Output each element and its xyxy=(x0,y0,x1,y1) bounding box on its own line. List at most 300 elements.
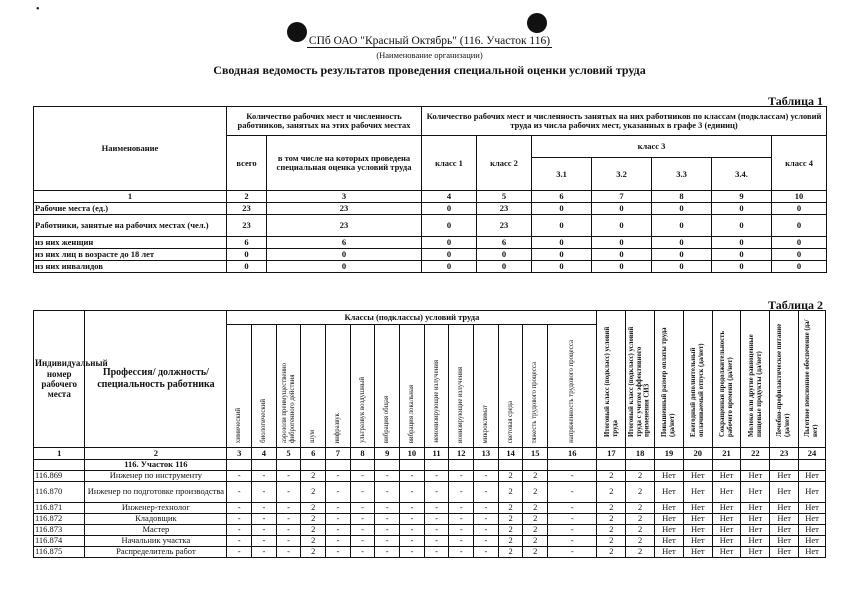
t2-cell: - xyxy=(252,535,277,546)
t1-row-name: из них лиц в возрасте до 18 лет xyxy=(34,249,227,261)
t2-cell: - xyxy=(400,513,425,524)
t1-header-3-2: 3.2 xyxy=(592,158,652,191)
t2-cell: 2 xyxy=(626,481,655,502)
table-row xyxy=(34,513,826,524)
t2-cell: 2 xyxy=(597,470,626,481)
t2-header-factor xyxy=(326,325,351,448)
t2-header-factor-label: инфразвук xyxy=(333,412,341,443)
t2-empty-cell xyxy=(449,459,474,470)
t2-header-extra-label: Повышенный размер оплаты труда (да/нет) xyxy=(661,327,676,437)
t2-cell: Нет xyxy=(741,502,770,513)
t1-header-class4: класс 4 xyxy=(772,136,827,191)
t2-cell: - xyxy=(449,502,474,513)
t2-cell: Нет xyxy=(683,481,712,502)
t2-header-extra-label: Молоко или другие равноценные пищевые продукты (да/нет) xyxy=(747,334,763,437)
t1-cell: 0 xyxy=(532,237,592,249)
t1-cell: 0 xyxy=(267,249,422,261)
t2-cell: Нет xyxy=(770,535,799,546)
t1-cell: 0 xyxy=(477,261,532,273)
t1-cell: 23 xyxy=(267,203,422,215)
organization-name: СПб ОАО "Красный Октябрь" (116. Участок 116) xyxy=(308,35,551,47)
punch-hole-right xyxy=(527,13,547,33)
t1-header-class3: класс 3 xyxy=(532,136,772,158)
t1-cell: 0 xyxy=(422,215,477,237)
t2-cell: Нет xyxy=(770,481,799,502)
t2-cell: 2 xyxy=(301,470,326,481)
t2-cell: Нет xyxy=(741,524,770,535)
t2-empty-cell xyxy=(301,459,326,470)
t2-cell: - xyxy=(424,470,449,481)
summary-table xyxy=(33,106,827,273)
t2-col-number: 16 xyxy=(548,447,597,459)
t2-header-factor-label: световая среда xyxy=(506,400,514,443)
t2-cell: - xyxy=(350,502,375,513)
t2-workplace-id: 116.872 xyxy=(34,513,85,524)
t2-cell: Нет xyxy=(770,502,799,513)
t1-row-name: из них инвалидов xyxy=(34,261,227,273)
t2-cell: - xyxy=(548,535,597,546)
t2-col-number: 4 xyxy=(252,447,277,459)
t2-header-extra-label: Итоговый класс (подкласс) условий труда xyxy=(603,326,619,437)
t1-col-number: 3 xyxy=(267,191,422,203)
t2-empty-cell xyxy=(548,459,597,470)
t1-cell: 0 xyxy=(532,261,592,273)
t2-col-number: 2 xyxy=(85,447,227,459)
t2-col-number: 3 xyxy=(227,447,252,459)
t2-cell: Нет xyxy=(655,513,684,524)
t1-col-number: 6 xyxy=(532,191,592,203)
t2-cell: 2 xyxy=(523,546,548,557)
t1-cell: 0 xyxy=(712,261,772,273)
t2-cell: - xyxy=(400,535,425,546)
t1-cell: 0 xyxy=(592,215,652,237)
t2-cell: Нет xyxy=(655,470,684,481)
t2-cell: - xyxy=(548,470,597,481)
t2-cell: 2 xyxy=(523,481,548,502)
t2-cell: Нет xyxy=(799,535,826,546)
t2-cell: - xyxy=(227,524,252,535)
t2-cell: Нет xyxy=(741,535,770,546)
t1-cell: 23 xyxy=(227,203,267,215)
t2-cell: - xyxy=(474,502,499,513)
t2-header-factor-label: тяжесть трудового процесса xyxy=(531,361,539,443)
t2-cell: - xyxy=(375,513,400,524)
t2-header-factor-label: напряженность трудового процесса xyxy=(568,340,576,443)
t2-cell: Нет xyxy=(799,502,826,513)
t2-cell: Нет xyxy=(683,524,712,535)
t2-col-number: 5 xyxy=(276,447,301,459)
t2-cell: - xyxy=(276,481,301,502)
t2-cell: - xyxy=(252,481,277,502)
t2-cell: Нет xyxy=(683,535,712,546)
t1-cell: 0 xyxy=(712,203,772,215)
t2-section-id xyxy=(34,459,85,470)
t2-cell: - xyxy=(424,535,449,546)
t2-cell: - xyxy=(227,502,252,513)
t2-header-factor-label: ионизирующие излучения xyxy=(457,367,465,443)
t2-cell: 2 xyxy=(498,470,523,481)
t2-cell: - xyxy=(227,470,252,481)
t2-col-number: 21 xyxy=(712,447,741,459)
t2-empty-cell xyxy=(799,459,826,470)
t1-cell: 0 xyxy=(712,215,772,237)
t2-cell: 2 xyxy=(523,524,548,535)
t2-cell: - xyxy=(276,513,301,524)
t2-cell: - xyxy=(400,524,425,535)
t2-cell: - xyxy=(400,546,425,557)
t2-col-number: 19 xyxy=(655,447,684,459)
t1-cell: 0 xyxy=(772,237,827,249)
t2-col-number: 11 xyxy=(424,447,449,459)
t2-header-extra xyxy=(712,311,741,448)
t1-cell: 0 xyxy=(532,215,592,237)
t2-empty-cell xyxy=(424,459,449,470)
t2-empty-cell xyxy=(276,459,301,470)
t2-cell: - xyxy=(449,546,474,557)
t1-cell: 0 xyxy=(592,249,652,261)
t2-cell: - xyxy=(375,502,400,513)
document-title: Сводная ведомость результатов проведения специальной оценки условий труда xyxy=(213,63,646,77)
t1-cell: 0 xyxy=(267,261,422,273)
t2-cell: - xyxy=(474,535,499,546)
t2-cell: - xyxy=(276,502,301,513)
t2-cell: 2 xyxy=(523,513,548,524)
t2-section-name: 116. Участок 116 xyxy=(85,459,227,470)
table-row xyxy=(34,481,826,502)
t2-cell: - xyxy=(326,546,351,557)
t2-cell: Нет xyxy=(799,513,826,524)
t2-cell: - xyxy=(375,535,400,546)
t2-cell: - xyxy=(350,546,375,557)
t1-cell: 0 xyxy=(712,237,772,249)
t2-cell: - xyxy=(474,481,499,502)
t2-header-factor-label: вибрация общая xyxy=(383,395,391,443)
t2-cell: - xyxy=(400,470,425,481)
t2-cell: 2 xyxy=(523,502,548,513)
t2-col-number: 20 xyxy=(683,447,712,459)
t2-profession: Инженер по подготовке производства xyxy=(85,481,227,502)
t2-cell: - xyxy=(326,513,351,524)
t2-col-number: 7 xyxy=(326,447,351,459)
table-row xyxy=(34,203,827,215)
t2-cell: Нет xyxy=(683,546,712,557)
t2-cell: 2 xyxy=(498,502,523,513)
t2-header-factor xyxy=(350,325,375,448)
t2-cell: - xyxy=(227,535,252,546)
t2-cell: - xyxy=(350,535,375,546)
t2-cell: Нет xyxy=(683,470,712,481)
t2-empty-cell xyxy=(375,459,400,470)
t2-empty-cell xyxy=(474,459,499,470)
t2-col-number: 14 xyxy=(498,447,523,459)
t1-row-name: Работники, занятые на рабочих местах (чел.) xyxy=(34,215,227,237)
t2-col-number: 8 xyxy=(350,447,375,459)
t2-cell: 2 xyxy=(626,535,655,546)
t2-cell: - xyxy=(548,513,597,524)
t2-workplace-id: 116.874 xyxy=(34,535,85,546)
t2-workplace-id: 116.875 xyxy=(34,546,85,557)
t1-cell: 0 xyxy=(422,249,477,261)
t2-header-id: Индивидуальный номер рабочего места xyxy=(34,311,85,448)
t2-col-number: 1 xyxy=(34,447,85,459)
t1-col-number: 7 xyxy=(592,191,652,203)
t2-cell: - xyxy=(252,502,277,513)
t2-workplace-id: 116.873 xyxy=(34,524,85,535)
t1-cell: 0 xyxy=(772,261,827,273)
t2-header-extra xyxy=(655,311,684,448)
t2-cell: - xyxy=(449,513,474,524)
t1-header-3-1: 3.1 xyxy=(532,158,592,191)
t2-cell: 2 xyxy=(301,546,326,557)
t1-cell: 0 xyxy=(477,249,532,261)
t2-header-factor-label: ультразвук воздушный xyxy=(358,377,366,443)
t2-empty-cell xyxy=(326,459,351,470)
t2-header-factor xyxy=(276,325,301,448)
t2-cell: 2 xyxy=(626,546,655,557)
t2-header-extra-label: Сокращенная продолжительность рабочего времени (да/нет) xyxy=(718,330,734,437)
t2-cell: - xyxy=(326,535,351,546)
t2-profession: Инженер по инструменту xyxy=(85,470,227,481)
t2-cell: 2 xyxy=(301,502,326,513)
t1-header-by-class: Количество рабочих мест и численность занятых на них работников по классам (подклассам) условий труда из числа рабочих мест, указанных в графе 3 (единиц) xyxy=(422,107,827,136)
t1-cell: 0 xyxy=(227,249,267,261)
table-row xyxy=(34,249,827,261)
t2-header-extra-label: Ежегодный дополнительный оплачиваемый отпуск (да/нет) xyxy=(689,343,705,437)
t2-col-number: 18 xyxy=(626,447,655,459)
t2-empty-cell xyxy=(400,459,425,470)
t1-header-included: в том числе на которых проведена специальная оценка условий труда xyxy=(267,136,422,191)
table-row xyxy=(34,470,826,481)
t2-cell: - xyxy=(276,535,301,546)
t1-col-number: 5 xyxy=(477,191,532,203)
t2-cell: 2 xyxy=(498,513,523,524)
t2-cell: Нет xyxy=(712,546,741,557)
t2-cell: Нет xyxy=(712,524,741,535)
t2-cell: - xyxy=(400,481,425,502)
t1-row-name: из них женщин xyxy=(34,237,227,249)
t1-col-number: 4 xyxy=(422,191,477,203)
t2-cell: Нет xyxy=(741,470,770,481)
t2-col-number: 9 xyxy=(375,447,400,459)
t2-empty-cell xyxy=(350,459,375,470)
t2-cell: - xyxy=(424,524,449,535)
t2-cell: Нет xyxy=(799,546,826,557)
t2-cell: Нет xyxy=(741,481,770,502)
t2-cell: Нет xyxy=(712,535,741,546)
t1-header-class1: класс 1 xyxy=(422,136,477,191)
t2-header-factor xyxy=(301,325,326,448)
t2-cell: - xyxy=(350,524,375,535)
t2-cell: Нет xyxy=(770,546,799,557)
t1-cell: 0 xyxy=(592,237,652,249)
t2-empty-cell xyxy=(498,459,523,470)
t2-cell: - xyxy=(326,470,351,481)
table-row xyxy=(34,237,827,249)
t1-cell: 0 xyxy=(422,203,477,215)
t1-cell: 23 xyxy=(477,215,532,237)
t2-empty-cell xyxy=(770,459,799,470)
t1-header-3-3: 3.3 xyxy=(652,158,712,191)
t2-empty-cell xyxy=(626,459,655,470)
t2-empty-cell xyxy=(523,459,548,470)
table-row xyxy=(34,535,826,546)
t2-cell: Нет xyxy=(683,513,712,524)
t2-cell: Нет xyxy=(799,524,826,535)
t2-cell: 2 xyxy=(301,524,326,535)
t2-cell: 2 xyxy=(626,513,655,524)
t2-cell: - xyxy=(252,524,277,535)
t2-cell: - xyxy=(375,546,400,557)
t2-cell: - xyxy=(424,502,449,513)
t2-cell: - xyxy=(252,546,277,557)
table-row xyxy=(34,524,826,535)
t2-cell: 2 xyxy=(498,481,523,502)
t1-cell: 6 xyxy=(477,237,532,249)
t2-cell: 2 xyxy=(626,524,655,535)
scan-mark: • xyxy=(36,4,40,15)
t2-cell: - xyxy=(276,470,301,481)
t2-cell: Нет xyxy=(770,513,799,524)
t2-header-factor xyxy=(227,325,252,448)
t2-cell: - xyxy=(474,546,499,557)
t2-cell: - xyxy=(424,546,449,557)
organization-caption: (Наименование организации) xyxy=(376,50,483,60)
t2-header-extra-label: Итоговый класс (подкласс) условий труда с учетом эффективного применения СИЗ xyxy=(628,326,652,437)
t2-cell: Нет xyxy=(712,481,741,502)
t2-col-number: 17 xyxy=(597,447,626,459)
t1-col-number: 10 xyxy=(772,191,827,203)
t1-cell: 23 xyxy=(267,215,422,237)
table-row xyxy=(34,502,826,513)
t2-empty-cell xyxy=(655,459,684,470)
table1-caption: Таблица 1 xyxy=(768,94,823,108)
t1-col-number: 2 xyxy=(227,191,267,203)
t2-cell: - xyxy=(449,524,474,535)
t2-profession: Начальник участка xyxy=(85,535,227,546)
t2-cell: - xyxy=(548,502,597,513)
t2-header-extra xyxy=(597,311,626,448)
t2-cell: 2 xyxy=(597,502,626,513)
t1-cell: 6 xyxy=(227,237,267,249)
t1-cell: 0 xyxy=(652,215,712,237)
t1-cell: 0 xyxy=(227,261,267,273)
t2-empty-cell xyxy=(252,459,277,470)
t2-cell: 2 xyxy=(498,535,523,546)
t2-cell: - xyxy=(326,481,351,502)
t2-cell: - xyxy=(350,470,375,481)
t2-header-extra-label: Лечебно-профилактическое питание (да/нет) xyxy=(776,323,792,437)
t2-cell: - xyxy=(400,502,425,513)
t2-cell: - xyxy=(375,481,400,502)
t2-cell: - xyxy=(227,513,252,524)
t2-cell: - xyxy=(276,546,301,557)
t2-cell: 2 xyxy=(597,513,626,524)
t2-cell: Нет xyxy=(770,524,799,535)
t2-col-number: 23 xyxy=(770,447,799,459)
t2-workplace-id: 116.870 xyxy=(34,481,85,502)
t2-col-number: 15 xyxy=(523,447,548,459)
t1-cell: 23 xyxy=(477,203,532,215)
t2-profession: Мастер xyxy=(85,524,227,535)
t2-cell: - xyxy=(375,470,400,481)
t1-header-name: Наименование xyxy=(34,107,227,191)
table-row xyxy=(34,261,827,273)
t2-header-profession: Профессия/ должность/ специальность работника xyxy=(85,311,227,448)
t2-header-factor xyxy=(375,325,400,448)
t2-header-factor-label: микроклимат xyxy=(482,404,489,443)
t2-cell: - xyxy=(252,513,277,524)
t1-header-total: всего xyxy=(227,136,267,191)
t1-cell: 0 xyxy=(772,215,827,237)
t2-header-classes: Классы (подклассы) условий труда xyxy=(227,311,597,325)
t2-workplace-id: 116.869 xyxy=(34,470,85,481)
t1-col-number: 1 xyxy=(34,191,227,203)
t2-cell: 2 xyxy=(626,470,655,481)
t2-cell: 2 xyxy=(301,513,326,524)
t2-cell: 2 xyxy=(597,481,626,502)
t2-cell: - xyxy=(449,481,474,502)
t2-header-factor-label: шум xyxy=(309,430,317,443)
t2-cell: - xyxy=(227,481,252,502)
t2-cell: Нет xyxy=(655,502,684,513)
t2-header-extra xyxy=(799,311,826,448)
t1-cell: 0 xyxy=(652,237,712,249)
t2-header-factor xyxy=(424,325,449,448)
t2-cell: - xyxy=(227,546,252,557)
t2-cell: - xyxy=(252,470,277,481)
table-row xyxy=(34,215,827,237)
t2-cell: Нет xyxy=(655,481,684,502)
t2-cell: Нет xyxy=(799,481,826,502)
t2-header-factor-label: химический xyxy=(235,407,243,443)
t2-cell: - xyxy=(548,524,597,535)
t2-cell: - xyxy=(375,524,400,535)
t2-cell: Нет xyxy=(799,470,826,481)
t2-cell: - xyxy=(449,535,474,546)
t2-profession: Инженер-технолог xyxy=(85,502,227,513)
t2-cell: Нет xyxy=(741,546,770,557)
t2-empty-cell xyxy=(741,459,770,470)
t2-cell: Нет xyxy=(655,524,684,535)
t2-cell: 2 xyxy=(498,546,523,557)
t1-cell: 0 xyxy=(652,249,712,261)
t1-header-class2: класс 2 xyxy=(477,136,532,191)
t2-cell: Нет xyxy=(770,470,799,481)
t2-workplace-id: 116.871 xyxy=(34,502,85,513)
t2-header-factor xyxy=(474,325,499,448)
t1-cell: 0 xyxy=(532,249,592,261)
t2-col-number: 12 xyxy=(449,447,474,459)
t2-header-factor xyxy=(252,325,277,448)
workplaces-table xyxy=(33,310,826,558)
t2-empty-cell xyxy=(683,459,712,470)
t1-cell: 0 xyxy=(532,203,592,215)
t2-cell: 2 xyxy=(626,502,655,513)
t2-cell: 2 xyxy=(523,535,548,546)
t2-col-number: 6 xyxy=(301,447,326,459)
t2-cell: - xyxy=(548,481,597,502)
t2-cell: 2 xyxy=(523,470,548,481)
t2-header-extra xyxy=(770,311,799,448)
t2-cell: 2 xyxy=(597,535,626,546)
t2-header-extra xyxy=(626,311,655,448)
t2-cell: - xyxy=(474,470,499,481)
t2-cell: - xyxy=(424,481,449,502)
t1-cell: 0 xyxy=(772,203,827,215)
t2-cell: 2 xyxy=(597,524,626,535)
t2-header-extra xyxy=(741,311,770,448)
t2-cell: 2 xyxy=(301,535,326,546)
